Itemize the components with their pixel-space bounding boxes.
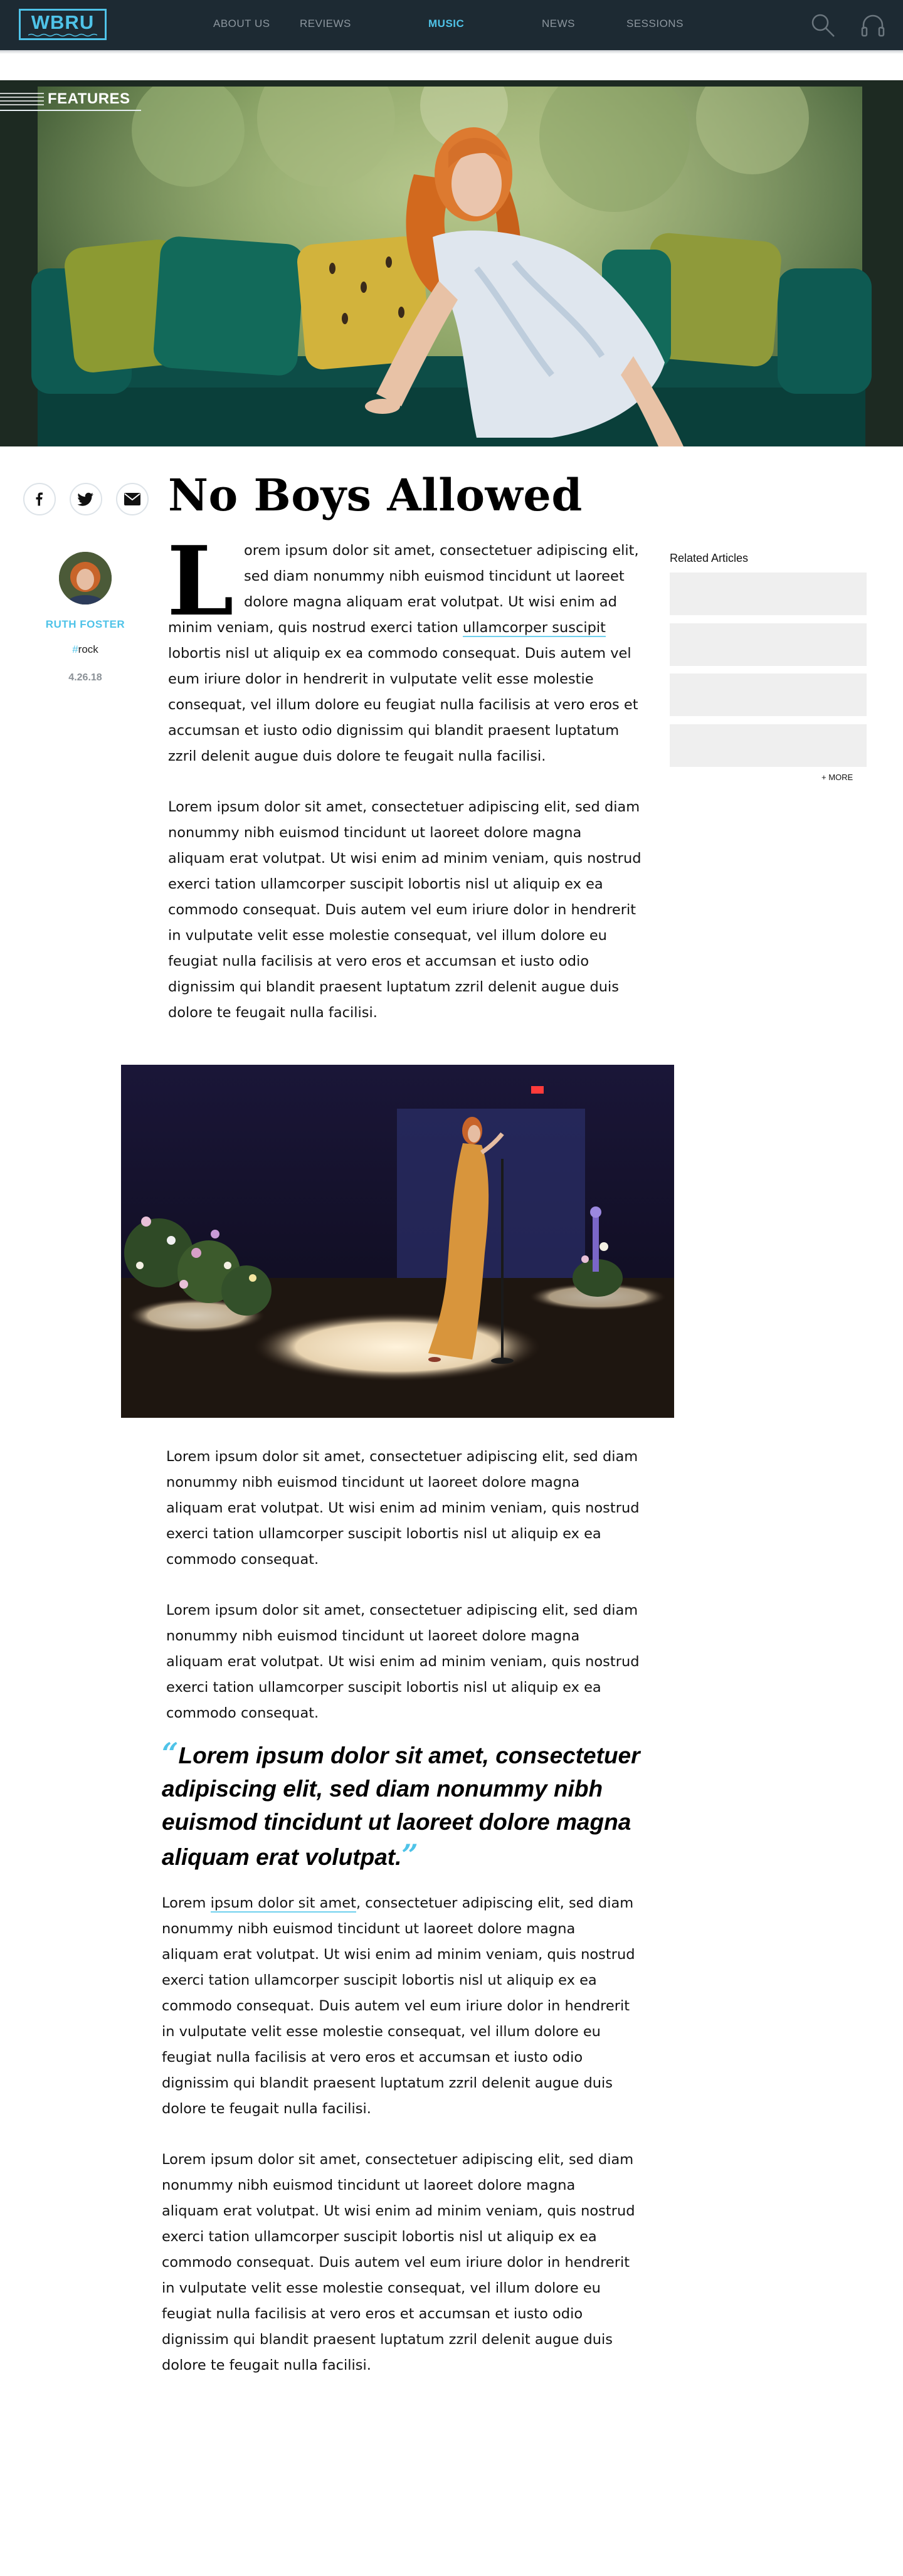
inline-link[interactable]: ullamcorper suscipit — [462, 620, 606, 636]
paragraph-text: , consectetuer adipiscing elit, sed diam — [356, 1895, 634, 1911]
paragraph-line: nonummy nibh euismod tincidunt ut laoreet dolore magna — [168, 825, 582, 841]
intro-line: accumsan et iusto odio dignissim qui blandit praesent luptatum — [168, 722, 620, 739]
nav-news[interactable]: NEWS — [542, 18, 575, 29]
related-articles-title: Related Articles — [670, 552, 749, 564]
paragraph-line: nonummy nibh euismod tincidunt ut laoreet dolore magna — [162, 2177, 576, 2193]
paragraph-line: aliquam erat volutpat. Ut wisi enim ad minim veniam, quis nostrud — [162, 1946, 635, 1963]
paragraph-line: in vulputate velit esse molestie consequat, vel illum dolore eu — [168, 927, 607, 944]
paragraph-line: nonummy nibh euismod tincidunt ut laoreet dolore magna — [162, 1921, 576, 1937]
intro-line: eum iriure dolor in hendrerit in vulputate velit esse molestie — [168, 671, 594, 687]
twitter-icon — [78, 492, 94, 506]
paragraph-line: commodo consequat. Duis autem vel eum iriure dolor in hendrerit — [168, 902, 636, 918]
paragraph-line: aliquam erat volutpat. Ut wisi enim ad minim veniam, quis nostrud — [166, 1500, 640, 1516]
paragraph-line: nonummy nibh euismod tincidunt ut laoreet dolore magna — [166, 1628, 580, 1644]
paragraph-line: Lorem ipsum dolor sit amet, consectetuer adipiscing elit, sed diam — [168, 799, 640, 815]
paragraph-line: aliquam erat volutpat. Ut wisi enim ad minim veniam, quis nostrud — [162, 2203, 635, 2219]
tag-hash: # — [72, 643, 78, 655]
intro-line: orem ipsum dolor sit amet, consectetuer adipiscing elit, — [244, 542, 639, 559]
nav-about-us[interactable]: ABOUT US — [213, 18, 270, 29]
paragraph-line: dignissim qui blandit praesent luptatum zzril delenit augue duis — [168, 979, 619, 995]
related-article-card[interactable] — [670, 673, 867, 716]
related-article-card[interactable] — [670, 623, 867, 666]
tag-label: rock — [78, 643, 98, 655]
paragraph-line: feugiat nulla facilisis at vero eros et accumsan et iusto odio — [162, 2049, 583, 2066]
paragraph-line: exerci tation ullamcorper suscipit lobortis nisl ut aliquip ex ea — [162, 1972, 597, 1988]
facebook-icon — [33, 492, 46, 506]
share-facebook-button[interactable] — [23, 483, 56, 515]
features-label: FEATURES — [48, 90, 130, 107]
quote-line: euismod tincidunt ut laoreet dolore magna — [162, 1809, 631, 1835]
stripes-icon — [0, 90, 44, 108]
intro-line: consequat, vel illum dolore eu feugiat nulla facilisis at vero eros et — [168, 697, 638, 713]
intro-line: lobortis nisl ut aliquip ex ea commodo consequat. Duis autem vel — [168, 645, 631, 662]
share-twitter-button[interactable] — [70, 483, 102, 515]
paragraph-line: dolore te feugait nulla facilisi. — [168, 1005, 378, 1021]
paragraph-line: Lorem ipsum dolor sit amet, consectetuer adipiscing elit, sed diam — [166, 1449, 638, 1465]
paragraph-line: exerci tation ullamcorper suscipit lobortis nisl ut aliquip ex ea — [166, 1526, 601, 1542]
paragraph-line: commodo consequat. — [166, 1705, 319, 1721]
headphones-icon[interactable] — [859, 11, 887, 39]
site-header — [0, 0, 903, 50]
paragraph-line: Lorem ipsum dolor sit amet, consectetuer adipiscing elit, sed diam — [162, 2151, 634, 2168]
quote-line: adipiscing elit, sed diam nonummy nibh — [162, 1776, 603, 1802]
paragraph-text: Lorem — [162, 1895, 211, 1911]
quote-text: aliquam erat volutpat. — [162, 1844, 402, 1870]
paragraph-line: exerci tation ullamcorper suscipit lobortis nisl ut aliquip ex ea — [168, 876, 603, 892]
site-logo[interactable] — [19, 9, 107, 40]
paragraph-line: commodo consequat. — [166, 1551, 319, 1568]
logo-text: WBRU — [31, 11, 95, 33]
open-quote-icon: “ — [162, 1736, 179, 1770]
email-icon — [124, 493, 140, 505]
related-article-card[interactable] — [670, 573, 867, 615]
article-date: 4.26.18 — [68, 672, 102, 683]
hero-image — [0, 80, 903, 446]
related-more-link[interactable]: + MORE — [821, 773, 853, 782]
intro-line: zzril delenit augue duis dolore te feugait nulla facilisi. — [168, 748, 546, 764]
intro-line: dolore magna aliquam erat volutpat. Ut wisi enim ad — [244, 594, 617, 610]
intro-line — [168, 615, 606, 641]
nav-sessions[interactable]: SESSIONS — [626, 18, 684, 29]
related-article-card[interactable] — [670, 724, 867, 767]
author-avatar[interactable] — [59, 552, 112, 604]
paragraph-line: feugiat nulla facilisis at vero eros et accumsan et iusto odio — [168, 953, 589, 969]
paragraph-line: exerci tation ullamcorper suscipit lobortis nisl ut aliquip ex ea — [166, 1679, 601, 1696]
paragraph-line: dolore te feugait nulla facilisi. — [162, 2357, 371, 2373]
paragraph-line: aliquam erat volutpat. Ut wisi enim ad minim veniam, quis nostrud — [168, 850, 642, 867]
paragraph-line: dignissim qui blandit praesent luptatum zzril delenit augue duis — [162, 2075, 613, 2091]
features-underline — [0, 110, 141, 111]
paragraph-line: exerci tation ullamcorper suscipit lobortis nisl ut aliquip ex ea — [162, 2229, 597, 2245]
quote-line — [162, 1737, 651, 1772]
author-name[interactable]: RUTH FOSTER — [45, 618, 125, 630]
paragraph-line: feugiat nulla facilisis at vero eros et accumsan et iusto odio — [162, 2306, 583, 2322]
quote-line — [162, 1839, 651, 1874]
intro-line: sed diam nonummy nibh euismod tincidunt ut laoreet — [244, 568, 625, 584]
pull-quote — [162, 1737, 651, 1874]
inline-link[interactable]: ipsum dolor sit amet — [210, 1895, 356, 1911]
close-quote-icon: ” — [401, 1838, 418, 1872]
paragraph-line: commodo consequat. Duis autem vel eum iriure dolor in hendrerit — [162, 2254, 630, 2271]
concert-image — [121, 1065, 674, 1418]
intro-text: minim veniam, quis nostrud exerci tation — [168, 620, 463, 636]
paragraph-line: dolore te feugait nulla facilisi. — [162, 2101, 371, 2117]
article-title: No Boys Allowed — [168, 469, 583, 521]
paragraph-line: commodo consequat. Duis autem vel eum iriure dolor in hendrerit — [162, 1998, 630, 2014]
features-tag[interactable] — [0, 87, 130, 112]
paragraph-line: dignissim qui blandit praesent luptatum zzril delenit augue duis — [162, 2331, 613, 2348]
paragraph-line — [162, 1891, 633, 1916]
drop-cap: L — [167, 525, 234, 637]
paragraph-line: nonummy nibh euismod tincidunt ut laoreet dolore magna — [166, 1474, 580, 1491]
paragraph-line: aliquam erat volutpat. Ut wisi enim ad minim veniam, quis nostrud — [166, 1654, 640, 1670]
quote-text: Lorem ipsum dolor sit amet, consectetuer — [178, 1743, 640, 1768]
paragraph-line: in vulputate velit esse molestie consequat, vel illum dolore eu — [162, 2024, 601, 2040]
paragraph-line: Lorem ipsum dolor sit amet, consectetuer adipiscing elit, sed diam — [166, 1602, 638, 1618]
logo-wave-icon — [28, 33, 97, 37]
header-shadow — [0, 50, 903, 54]
nav-music[interactable]: MUSIC — [428, 18, 465, 29]
share-email-button[interactable] — [116, 483, 149, 515]
search-icon[interactable] — [809, 11, 837, 39]
paragraph-line: in vulputate velit esse molestie consequat, vel illum dolore eu — [162, 2280, 601, 2296]
author-tag[interactable] — [0, 643, 171, 656]
nav-reviews[interactable]: REVIEWS — [300, 18, 351, 29]
